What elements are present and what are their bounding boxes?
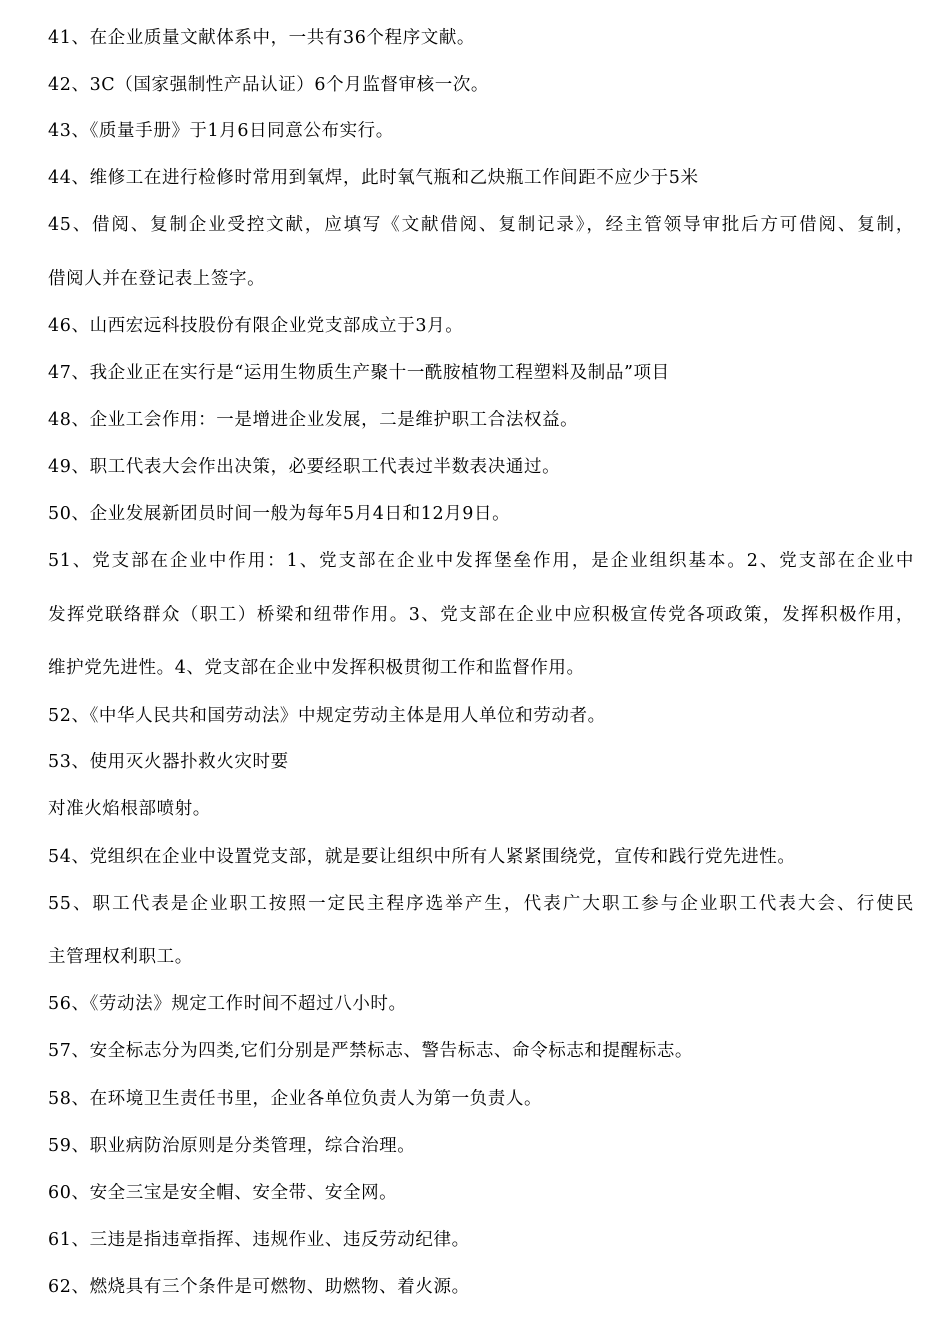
text-line-58: 58、在环境卫生责任书里，企业各单位负责人为第一负责人。 — [48, 1089, 543, 1109]
text-line-42: 42、3C（国家强制性产品认证）6个月监督审核一次。 — [48, 75, 490, 95]
text-line-47: 47、我企业正在实行是“运用生物质生产聚十一酰胺植物工程塑料及制品”项目 — [48, 363, 670, 383]
text-line-44: 44、维修工在进行检修时常用到氧焊，此时氧气瓶和乙炔瓶工作间距不应少于5米 — [48, 168, 699, 188]
text-line-62: 62、燃烧具有三个条件是可燃物、助燃物、着火源。 — [48, 1277, 470, 1297]
text-line-55-part1: 55、职工代表是企业职工按照一定民主程序选举产生，代表广大职工参与企业职工代表大会、行使民 — [48, 894, 914, 914]
text-line-51-part2: 发挥党联络群众（职工）桥梁和纽带作用。3、党支部在企业中应积极宣传党各项政策，发挥积极作用， — [48, 605, 914, 625]
text-line-49: 49、职工代表大会作出决策，必要经职工代表过半数表决通过。 — [48, 457, 561, 477]
text-line-53-part2: 对准火焰根部喷射。 — [48, 799, 211, 819]
text-line-48: 48、企业工会作用：一是增进企业发展，二是维护职工合法权益。 — [48, 410, 579, 430]
text-line-46: 46、山西宏远科技股份有限企业党支部成立于3月。 — [48, 316, 464, 336]
text-line-56: 56、《劳动法》规定工作时间不超过八小时。 — [48, 994, 407, 1014]
text-line-57: 57、安全标志分为四类,它们分别是严禁标志、警告标志、命令标志和提醒标志。 — [48, 1041, 694, 1061]
text-line-45-part2: 借阅人并在登记表上签字。 — [48, 269, 266, 289]
text-line-54: 54、党组织在企业中设置党支部，就是要让组织中所有人紧紧围绕党，宣传和践行党先进性。 — [48, 847, 796, 867]
text-line-45-part1: 45、借阅、复制企业受控文献，应填写《文献借阅、复制记录》，经主管领导审批后方可借阅、复制， — [48, 215, 914, 235]
text-line-55-part2: 主管理权利职工。 — [48, 947, 193, 967]
text-line-59: 59、职业病防治原则是分类管理，综合治理。 — [48, 1136, 416, 1156]
text-line-51-part3: 维护党先进性。4、党支部在企业中发挥积极贯彻工作和监督作用。 — [48, 658, 585, 678]
text-line-43: 43、《质量手册》于1月6日同意公布实行。 — [48, 121, 394, 141]
text-line-53-part1: 53、使用灭火器扑救火灾时要 — [48, 752, 289, 772]
text-line-51-part1: 51、党支部在企业中作用：1、党支部在企业中发挥堡垒作用，是企业组织基本。2、党支部在企业中 — [48, 551, 914, 571]
text-line-60: 60、安全三宝是安全帽、安全带、安全网。 — [48, 1183, 398, 1203]
text-line-41: 41、在企业质量文献体系中，一共有36个程序文献。 — [48, 28, 476, 48]
text-line-61: 61、三违是指违章指挥、违规作业、违反劳动纪律。 — [48, 1230, 470, 1250]
text-line-52: 52、《中华人民共和国劳动法》中规定劳动主体是用人单位和劳动者。 — [48, 706, 606, 726]
text-line-50: 50、企业发展新团员时间一般为每年5月4日和12月9日。 — [48, 504, 511, 524]
